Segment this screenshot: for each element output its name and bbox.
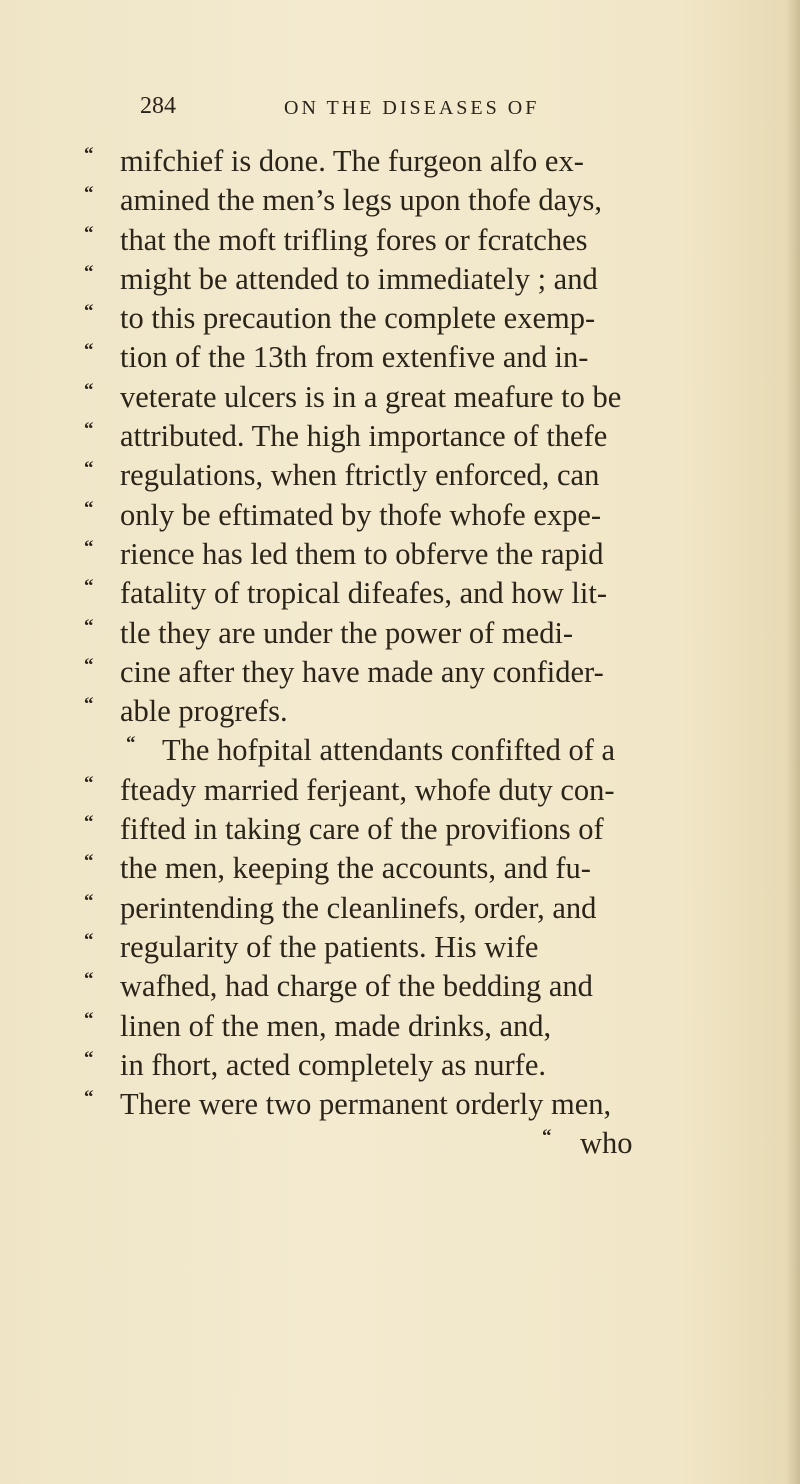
line-text: the men, keeping the accounts, and fu- <box>120 851 591 886</box>
quote-mark: “ <box>84 576 94 598</box>
quote-mark: “ <box>84 694 94 716</box>
line-text: There were two permanent orderly men, <box>120 1087 612 1122</box>
text-line <box>84 967 774 1006</box>
quote-mark: “ <box>84 1047 94 1069</box>
body-text <box>84 142 774 1164</box>
text-line <box>84 849 774 888</box>
quote-mark: “ <box>542 1126 552 1148</box>
quote-mark: “ <box>84 1087 94 1109</box>
text-line <box>84 535 774 574</box>
line-text: perintending the cleanlinefs, order, and <box>120 890 597 925</box>
line-text: fatality of tropical difeafes, and how lit- <box>120 576 607 611</box>
quote-mark: “ <box>126 733 136 755</box>
line-text: to this precaution the complete exemp- <box>120 301 596 336</box>
quote-mark: “ <box>84 379 94 401</box>
text-line <box>84 889 774 928</box>
quote-mark: “ <box>84 772 94 794</box>
line-text: tle they are under the power of medi- <box>120 615 574 650</box>
text-line <box>84 338 774 377</box>
line-text: mifchief is done. The furgeon alfo ex- <box>120 144 584 178</box>
text-line <box>84 142 774 181</box>
line-text: fifted in taking care of the provifions of <box>120 812 604 847</box>
quote-mark: “ <box>84 340 94 362</box>
page-edge-shadow <box>786 0 800 1484</box>
line-text: regularity of the patients. His wife <box>120 929 539 964</box>
text-line <box>84 221 774 260</box>
line-text: might be attended to immediately ; and <box>120 261 598 296</box>
line-text: regulations, when ftrictly enforced, can <box>120 458 600 493</box>
line-text: veterate ulcers is in a great meafure to be <box>120 379 622 414</box>
line-text: linen of the men, made drinks, and, <box>120 1008 552 1043</box>
text-line <box>84 456 774 495</box>
line-text: in fhort, acted completely as nurfe. <box>120 1047 546 1082</box>
quote-mark: “ <box>84 458 94 480</box>
line-text: able progrefs. <box>120 694 288 729</box>
text-line <box>84 1007 774 1046</box>
line-text: fteady married ferjeant, whofe duty con- <box>120 772 615 807</box>
quote-mark: “ <box>84 851 94 873</box>
quote-mark: “ <box>84 419 94 441</box>
quote-mark: “ <box>84 536 94 558</box>
text-line <box>84 1046 774 1085</box>
text-line <box>84 181 774 220</box>
text-line <box>84 614 774 653</box>
quote-mark: “ <box>84 144 94 165</box>
line-text: wafhed, had charge of the bedding and <box>120 969 593 1004</box>
quote-mark: “ <box>84 969 94 991</box>
catchword: who <box>580 1126 633 1161</box>
text-line <box>84 574 774 613</box>
text-line <box>84 260 774 299</box>
quote-mark: “ <box>84 615 94 637</box>
quote-mark: “ <box>84 183 94 205</box>
quote-mark: “ <box>84 890 94 912</box>
text-line <box>84 692 774 731</box>
quote-mark: “ <box>84 654 94 676</box>
quote-mark: “ <box>84 929 94 951</box>
quote-mark: “ <box>84 301 94 323</box>
text-line <box>84 731 774 770</box>
line-text: amined the men’s legs upon thofe days, <box>120 183 602 218</box>
line-text: that the moft trifling fores or fcratches <box>120 222 588 257</box>
text-line <box>84 299 774 338</box>
line-text: cine after they have made any confider- <box>120 654 604 689</box>
text-line <box>84 653 774 692</box>
quote-mark: “ <box>84 261 94 283</box>
quote-mark: “ <box>84 497 94 519</box>
line-text: The hofpital attendants confifted of a <box>162 733 616 768</box>
catchword-line <box>84 1124 774 1163</box>
quote-mark: “ <box>84 1008 94 1030</box>
text-line <box>84 378 774 417</box>
line-text: rience has led them to obferve the rapid <box>120 536 604 571</box>
text-line <box>84 1085 774 1124</box>
running-head: ON THE DISEASES OF <box>284 97 540 119</box>
line-text: only be eftimated by thofe whofe expe- <box>120 497 602 532</box>
quote-mark: “ <box>84 812 94 834</box>
line-text: attributed. The high importance of thefe <box>120 419 608 454</box>
page-number: 284 <box>140 93 176 119</box>
quote-mark: “ <box>84 222 94 244</box>
text-line <box>84 928 774 967</box>
text-line <box>84 771 774 810</box>
text-line <box>84 496 774 535</box>
text-line <box>84 810 774 849</box>
line-text: tion of the 13th from extenfive and in- <box>120 340 589 375</box>
text-line <box>84 417 774 456</box>
